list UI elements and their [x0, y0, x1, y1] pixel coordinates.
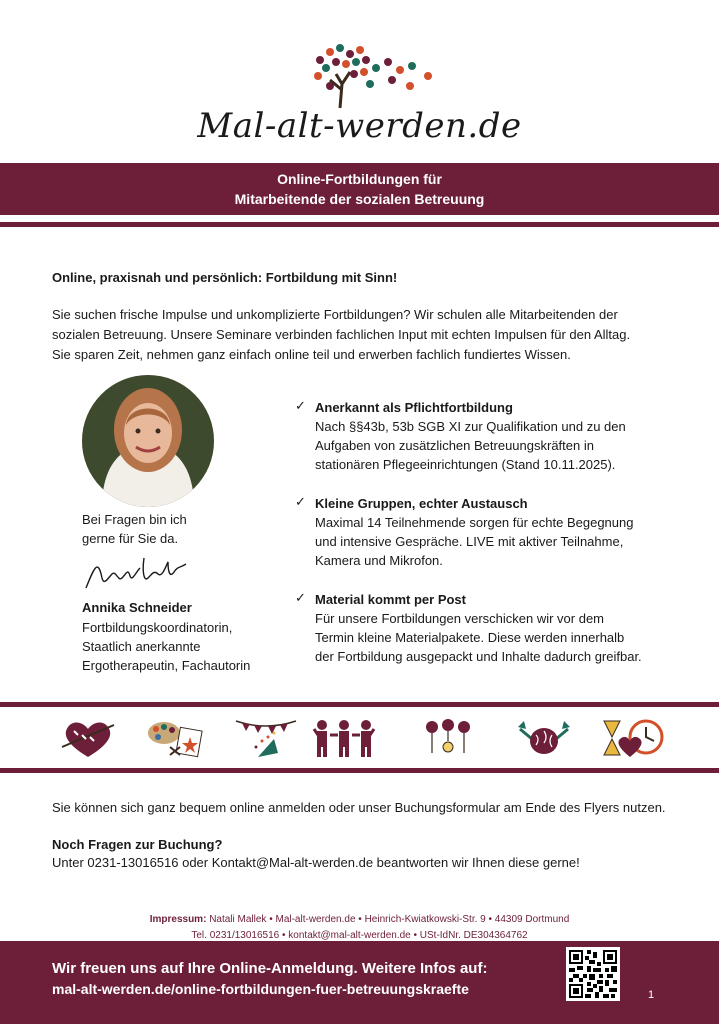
ideas-bulbs-icon [424, 717, 472, 759]
footer-banner [0, 941, 719, 1024]
intro-line: Sie sparen Zeit, nehmen ganz einfach online teil und erwerben fachlich fundiertes Wissen. [52, 347, 571, 362]
intro-line: sozialen Betreuung. Unsere Seminare verbinden fachlichen Input mit echten Impulsen für den Alltag. [52, 327, 631, 342]
divider-stripe [0, 768, 719, 773]
footer-url[interactable]: mal-alt-werden.de/online-fortbildungen-fuer-betreuungskraefte [52, 981, 469, 997]
contact-question-line: Bei Fragen bin ich [82, 512, 187, 527]
logo-text: Mal-alt-werden.de [197, 106, 522, 146]
feature-line: Kamera und Mikrofon. [315, 553, 443, 568]
heart-arrow-icon [58, 717, 118, 759]
contact-portrait [82, 375, 214, 507]
feature-line: und intensive Gespräche. LIVE mit aktiver Teilnahme, [315, 534, 624, 549]
brain-plants-icon [512, 717, 576, 759]
qr-code-icon[interactable] [566, 947, 620, 1001]
faq-text: Unter 0231-13016516 oder Kontakt@Mal-alt-werden.de beantworten wir Ihnen diese gerne! [52, 855, 580, 870]
intro-heading: Online, praxisnah und persönlich: Fortbildung mit Sinn! [52, 270, 398, 285]
feature-line: Aufgaben von zusätzlichen Betreuungskräften in [315, 438, 594, 453]
banner-line1: Online-Fortbildungen für [277, 171, 442, 187]
intro-paragraph [52, 305, 672, 365]
page-number: 1 [648, 989, 655, 1001]
impressum-line2: Tel. 0231/13016516 • kontakt@mal-alt-werden.de • USt-IdNr. DE304364762 [191, 930, 528, 941]
feature-list [295, 398, 675, 686]
feature-line: stationären Pflegeeinrichtungen (Stand 10.11.2025). [315, 457, 616, 472]
feature-item [295, 590, 675, 666]
feature-item [295, 398, 675, 474]
time-heart-icon [600, 717, 664, 759]
contact-question [82, 510, 187, 548]
feature-title: Anerkannt als Pflichtfortbildung [315, 400, 513, 415]
feature-line: Nach §§43b, 53b SGB XI zur Qualifikation und zu den [315, 419, 626, 434]
contact-name: Annika Schneider [82, 600, 192, 615]
contact-role-line: Fortbildungskoordinatorin, [82, 620, 233, 635]
party-garland-icon [234, 717, 298, 759]
feature-line: Termin kleine Materialpakete. Diese werden innerhalb [315, 630, 625, 645]
feature-line: Für unsere Fortbildungen verschicken wir vor dem [315, 611, 605, 626]
booking-text: Sie können sich ganz bequem online anmelden oder unser Buchungsformular am Ende des Flyers nutzen. [52, 800, 666, 815]
contact-role [82, 618, 282, 675]
contact-question-line: gerne für Sie da. [82, 531, 179, 546]
feature-title: Material kommt per Post [315, 592, 466, 607]
feature-item [295, 494, 675, 570]
feature-title: Kleine Gruppen, echter Austausch [315, 496, 528, 511]
logo [0, 30, 719, 150]
divider-stripe [0, 222, 719, 227]
group-people-icon [312, 717, 376, 759]
impressum-label: Impressum: [149, 914, 207, 925]
divider-stripe [0, 702, 719, 707]
banner-line2: Mitarbeitende der sozialen Betreuung [234, 191, 485, 207]
feature-line: der Fortbildung ausgepackt und Inhalte dadurch greifbar. [315, 649, 642, 664]
art-supplies-icon [146, 717, 206, 759]
impressum-text: Natali Mallek • Mal-alt-werden.de • Heinrich-Kwiatkowski-Str. 9 • 44309 Dortmund [209, 914, 570, 925]
icon-band [0, 709, 719, 767]
footer-line1: Wir freuen uns auf Ihre Online-Anmeldung. Weitere Infos auf: [52, 960, 488, 977]
check-icon: ✓ [295, 494, 306, 509]
contact-role-line: Staatlich anerkannte [82, 639, 201, 654]
impressum [0, 912, 719, 944]
contact-role-line: Ergotherapeutin, Fachautorin [82, 658, 251, 673]
feature-line: Maximal 14 Teilnehmende sorgen für echte Begegnung [315, 515, 634, 530]
check-icon: ✓ [295, 398, 306, 413]
signature-icon [82, 548, 192, 596]
impressum-line1 [0, 912, 719, 928]
tree-logo-icon [300, 40, 440, 110]
check-icon: ✓ [295, 590, 306, 605]
intro-line: Sie suchen frische Impulse und unkomplizierte Fortbildungen? Wir schulen alle Mitarbeitenden der [52, 307, 618, 322]
faq-heading: Noch Fragen zur Buchung? [52, 837, 223, 852]
title-banner [0, 163, 719, 215]
